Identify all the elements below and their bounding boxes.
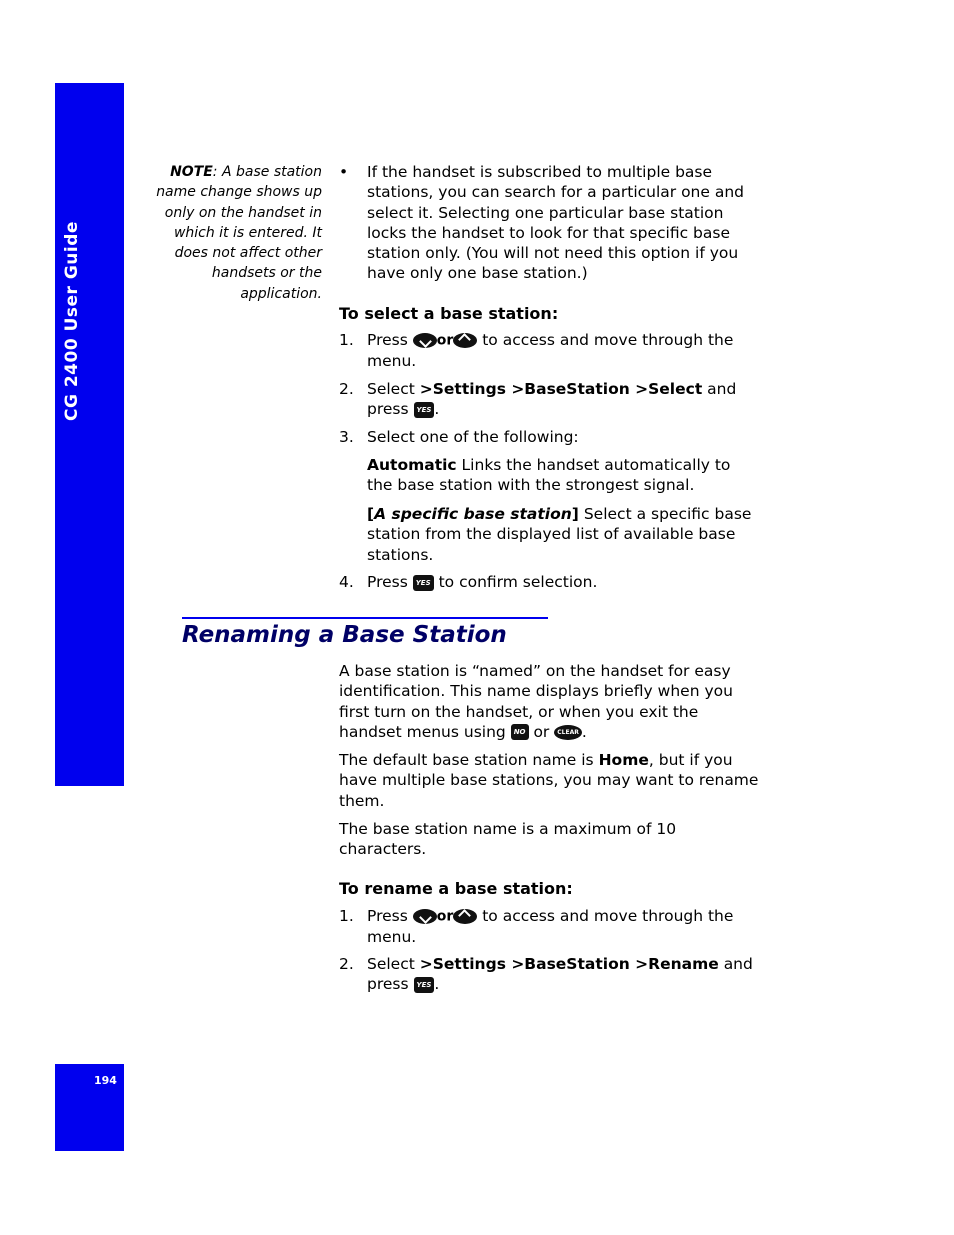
rename-para-1 — [339, 661, 759, 742]
select-step-4 — [339, 572, 759, 592]
step-number: 4. — [339, 573, 354, 591]
guide-title: CG 2400 User Guide — [62, 221, 82, 421]
step-text: to access and move through the menu. — [367, 907, 734, 946]
rename-step-1 — [339, 906, 759, 947]
nav-down-key-icon — [413, 333, 437, 348]
option-term: A specific base station — [374, 505, 572, 523]
nav-up-key-icon — [453, 909, 477, 924]
page-number: 194 — [94, 1074, 117, 1087]
para-end: . — [581, 722, 587, 741]
note-text: : A base station name change shows up only on the handset in which it is entered. It does not affect other handsets or the application. — [156, 164, 322, 302]
nav-down-key-icon — [413, 909, 437, 924]
or-text: or — [436, 908, 454, 925]
no-key-icon: NO — [511, 724, 529, 740]
step-number: 1. — [339, 331, 354, 349]
or-text: or — [533, 722, 550, 741]
option-text: Select a specific base station from the displayed list of available base stations. — [367, 505, 752, 564]
para-text: The default base station name is — [339, 751, 594, 769]
step-number: 2. — [339, 955, 354, 973]
option-term: Automatic — [367, 456, 457, 474]
yes-key-icon: YES — [414, 402, 435, 418]
para-text: A base station is “named” on the handset for easy identification. This name displays briefly when you first turn on the handset, or when you exit the handset menus using — [339, 662, 733, 741]
step-number: 3. — [339, 428, 354, 446]
step-text: and press — [367, 955, 753, 994]
rename-heading: To rename a base station: — [339, 879, 573, 898]
default-name: Home — [598, 751, 649, 769]
bracket: [ — [367, 505, 375, 523]
rename-para-2 — [339, 750, 759, 811]
section-title: Renaming a Base Station — [182, 622, 507, 648]
select-step-3 — [339, 427, 759, 447]
rename-step-2 — [339, 954, 759, 995]
step-text: Press — [367, 907, 408, 925]
step-end: . — [434, 975, 440, 994]
step-text: Press — [367, 573, 408, 591]
step-text: Select one of the following: — [367, 428, 579, 446]
bullet-text: If the handset is subscribed to multiple base stations, you can search for a particular one and select it. Selecting one particular base station locks the handset to look for that specific base station only. (You will not need this option if you have only one base station.) — [367, 163, 745, 283]
note-label: NOTE — [170, 164, 213, 180]
step-text: and press — [367, 380, 737, 419]
select-heading: To select a base station: — [339, 304, 559, 323]
or-text: or — [436, 332, 454, 349]
bracket: ] — [571, 505, 579, 523]
menu-path: >Settings >BaseStation >Rename — [419, 955, 719, 973]
select-step-1 — [339, 330, 759, 371]
clear-key-icon: CLEAR — [554, 725, 582, 740]
menu-path: >Settings >BaseStation >Select — [419, 380, 703, 398]
step-text: to confirm selection. — [438, 573, 598, 591]
para-text: , but if you have multiple base stations, you may want to rename them. — [339, 751, 759, 810]
margin-note — [140, 162, 322, 304]
option-specific — [367, 504, 759, 565]
rename-para-3: The base station name is a maximum of 10 characters. — [339, 820, 677, 859]
option-automatic — [367, 455, 759, 496]
yes-key-icon: YES — [414, 977, 435, 993]
step-number: 2. — [339, 380, 354, 398]
bullet-item — [339, 162, 759, 284]
step-end: . — [434, 400, 440, 419]
step-text: Select — [367, 955, 415, 973]
select-step-2 — [339, 379, 759, 420]
step-number: 1. — [339, 907, 354, 925]
guide-title-vertical — [55, 83, 124, 786]
step-text: to access and move through the menu. — [367, 331, 734, 370]
bullet-dot: • — [339, 163, 349, 181]
option-text: Links the handset automatically to the base station with the strongest signal. — [367, 456, 731, 495]
nav-up-key-icon — [453, 333, 477, 348]
step-text: Press — [367, 331, 408, 349]
step-text: Select — [367, 380, 415, 398]
yes-key-icon: YES — [413, 575, 434, 591]
section-rule — [182, 617, 548, 619]
